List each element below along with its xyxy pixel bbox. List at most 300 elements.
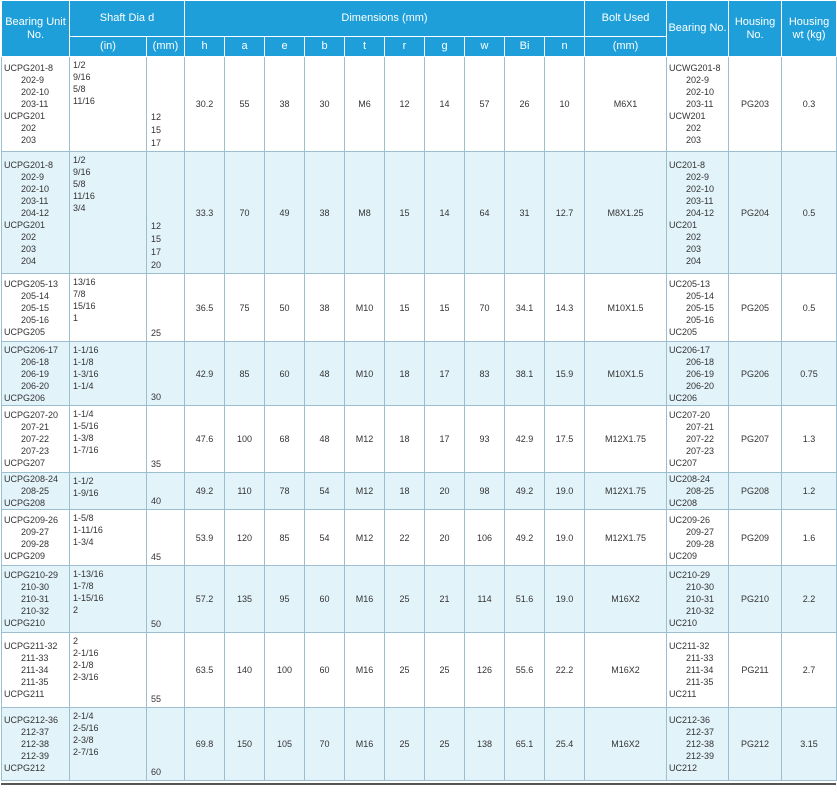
- bearing-unit-code: 204: [21, 255, 37, 266]
- shaft-inch-value: 13/16: [73, 277, 96, 287]
- shaft-inch-value: 7/8: [73, 289, 86, 299]
- dim-e-cell: 50: [265, 274, 305, 342]
- dim-b-cell: 60: [305, 633, 345, 708]
- table-row: [2, 473, 837, 510]
- bearing-no-code: 209-28: [686, 538, 715, 549]
- bearing-unit-code: 211-35: [21, 677, 49, 687]
- dim-b-cell: 48: [305, 342, 345, 406]
- shaft-inch-value: 1-3/8: [73, 433, 94, 443]
- dim-n-cell: 17.5: [545, 406, 585, 473]
- dim-g-cell: 25: [425, 708, 465, 781]
- dim-a-cell: 140: [225, 633, 265, 708]
- dim-n-cell: 25.4: [545, 708, 585, 781]
- bearing-unit-code: 202-10: [21, 183, 50, 194]
- shaft-inch-value: 1-7/16: [73, 445, 99, 455]
- dim-a-cell: 70: [225, 152, 265, 274]
- dim-t-cell: M8: [345, 152, 385, 274]
- dim-g-cell: 20: [425, 510, 465, 566]
- bearing-no-cell: [667, 406, 729, 473]
- table-header: [2, 1, 837, 57]
- dim-n-cell: 12.7: [545, 152, 585, 274]
- shaft-inch-cell: [70, 566, 147, 633]
- bearing-no-code: 206-19: [686, 368, 715, 379]
- bearing-unit-code: UCPG206: [4, 392, 46, 403]
- header-shaft-dia: Shaft Dia d: [70, 1, 185, 37]
- shaft-inch-cell: [70, 633, 147, 708]
- bearing-unit-code: 211-34: [21, 665, 49, 675]
- bearing-unit-code: UCPG212-36: [4, 715, 59, 725]
- bearing-unit-code: UCPG208: [4, 498, 46, 508]
- bearing-no-code: 202-10: [686, 87, 715, 97]
- bearing-no-cell: [667, 342, 729, 406]
- shaft-mm-cell: [147, 342, 185, 406]
- dim-e-cell: 100: [265, 633, 305, 708]
- bearing-unit-code: UCPG207: [4, 458, 46, 468]
- bearing-no-code: UC206-17: [669, 344, 711, 355]
- dim-bi-cell: 26: [505, 57, 545, 152]
- bearing-no-code: UC211-32: [669, 641, 710, 651]
- bolt-cell: M16X2: [585, 633, 667, 708]
- dim-bi-cell: 42.9: [505, 406, 545, 473]
- bearing-no-code: UCWG201-8: [669, 63, 721, 73]
- bearing-unit-code: UCPG205-13: [4, 278, 59, 289]
- shaft-mm-value: 60: [151, 767, 162, 777]
- bearing-no-code: UC208: [669, 498, 698, 508]
- bearing-no-code: UC211: [669, 689, 697, 699]
- header-dim-r: r: [385, 37, 425, 57]
- shaft-mm-cell: [147, 274, 185, 342]
- shaft-mm-value: 15: [151, 125, 162, 135]
- bearing-unit-code: UCPG212: [4, 763, 46, 773]
- bearing-no-code: 202: [686, 231, 702, 242]
- bearing-unit-cell: [2, 342, 70, 406]
- bolt-cell: M16X2: [585, 566, 667, 633]
- dim-e-cell: 105: [265, 708, 305, 781]
- housing-wt-cell: 0.5: [782, 152, 837, 274]
- dim-n-cell: 14.3: [545, 274, 585, 342]
- bearing-no-code: UC209: [669, 550, 698, 561]
- bearing-no-code: 205-15: [686, 302, 715, 313]
- dim-t-cell: M16: [345, 708, 385, 781]
- bearing-unit-code: UCPG201-8: [4, 63, 54, 73]
- header-dim-bi: Bi: [505, 37, 545, 57]
- bolt-cell: M8X1.25: [585, 152, 667, 274]
- bearing-unit-code: 210-31: [21, 594, 50, 604]
- dim-g-cell: 21: [425, 566, 465, 633]
- bearing-unit-code: 206-19: [21, 368, 50, 379]
- bearing-unit-code: UCPG210: [4, 618, 46, 628]
- shaft-inch-value: 5/8: [73, 84, 86, 94]
- header-housing-wt: Housing wt (kg): [782, 1, 837, 57]
- dim-a-cell: 120: [225, 510, 265, 566]
- bearing-no-code: 212-38: [686, 739, 715, 749]
- table-row: [2, 708, 837, 781]
- housing-wt-cell: 1.3: [782, 406, 837, 473]
- shaft-mm-cell: [147, 510, 185, 566]
- header-bearing-unit: Bearing Unit No.: [2, 1, 70, 57]
- bearing-no-code: 204: [686, 255, 702, 266]
- shaft-mm-value: 45: [151, 552, 162, 562]
- shaft-inch-value: 1-15/16: [73, 593, 104, 603]
- housing-wt-cell: 0.75: [782, 342, 837, 406]
- bearing-no-code: 211-35: [686, 677, 714, 687]
- bearing-no-code: 212-37: [686, 727, 715, 737]
- shaft-inch-value: 1-3/4: [73, 537, 94, 547]
- housing-no-cell: PG207: [729, 406, 782, 473]
- bearing-unit-code: 206-20: [21, 380, 50, 391]
- bearing-unit-code: 202-9: [21, 75, 45, 85]
- dim-w-cell: 64: [465, 152, 505, 274]
- header-dim-w: w: [465, 37, 505, 57]
- bearing-no-code: 210-30: [686, 582, 715, 592]
- dim-t-cell: M16: [345, 633, 385, 708]
- bearing-no-code: 203-11: [686, 195, 714, 206]
- dim-t-cell: M12: [345, 406, 385, 473]
- shaft-inch-value: 2-1/8: [73, 660, 94, 670]
- header-dim-t: t: [345, 37, 385, 57]
- table-row: [2, 57, 837, 152]
- dim-bi-cell: 65.1: [505, 708, 545, 781]
- shaft-mm-value: 12: [151, 221, 162, 231]
- dim-n-cell: 19.0: [545, 473, 585, 510]
- shaft-mm-value: 25: [151, 328, 162, 338]
- shaft-inch-value: 1-1/2: [73, 476, 94, 486]
- housing-wt-cell: 3.15: [782, 708, 837, 781]
- dim-h-cell: 30.2: [185, 57, 225, 152]
- bearing-no-code: 210-31: [686, 594, 715, 604]
- bearing-no-code: 207-22: [686, 434, 715, 444]
- shaft-mm-value: 12: [151, 112, 162, 122]
- bearing-no-code: UC212-36: [669, 715, 711, 725]
- table-row: [2, 633, 837, 708]
- bearing-unit-code: UCPG211-32: [4, 641, 58, 651]
- bearing-unit-code: 207-23: [21, 446, 50, 456]
- bolt-cell: M6X1: [585, 57, 667, 152]
- bearing-no-code: UC205: [669, 326, 698, 337]
- bearing-no-cell: [667, 274, 729, 342]
- dim-t-cell: M6: [345, 57, 385, 152]
- dim-t-cell: M12: [345, 510, 385, 566]
- shaft-inch-cell: [70, 342, 147, 406]
- dim-g-cell: 17: [425, 406, 465, 473]
- bearing-unit-cell: [2, 473, 70, 510]
- housing-wt-cell: 2.7: [782, 633, 837, 708]
- bolt-cell: M12X1.75: [585, 473, 667, 510]
- bearing-unit-code: 202-10: [21, 87, 50, 97]
- dim-h-cell: 63.5: [185, 633, 225, 708]
- shaft-inch-value: 5/8: [73, 179, 86, 189]
- bearing-unit-code: 202: [21, 231, 37, 242]
- shaft-inch-value: 1-1/8: [73, 357, 94, 367]
- bearing-unit-code: UCPG208-24: [4, 474, 59, 484]
- dim-a-cell: 100: [225, 406, 265, 473]
- header-bolt-unit: (mm): [585, 37, 667, 57]
- bearing-unit-code: 205-14: [21, 290, 50, 301]
- bearing-unit-code: 212-39: [21, 751, 50, 761]
- shaft-inch-value: 2-5/16: [73, 723, 99, 733]
- shaft-mm-cell: [147, 152, 185, 274]
- table-row: [2, 510, 837, 566]
- table-row: [2, 342, 837, 406]
- bearing-no-code: 202-10: [686, 183, 715, 194]
- bearing-unit-code: UCPG205: [4, 326, 46, 337]
- bearing-unit-code: 212-37: [21, 727, 50, 737]
- dim-t-cell: M10: [345, 342, 385, 406]
- dim-g-cell: 14: [425, 57, 465, 152]
- bearing-no-code: 206-18: [686, 356, 715, 367]
- bearing-unit-cell: [2, 274, 70, 342]
- bolt-cell: M12X1.75: [585, 510, 667, 566]
- dim-b-cell: 54: [305, 473, 345, 510]
- shaft-inch-value: 2-1/4: [73, 711, 94, 721]
- bearing-unit-cell: [2, 633, 70, 708]
- bearing-no-cell: [667, 57, 729, 152]
- dim-e-cell: 85: [265, 510, 305, 566]
- dim-b-cell: 54: [305, 510, 345, 566]
- bearing-unit-code: 202: [21, 123, 37, 133]
- shaft-inch-value: 11/16: [73, 191, 95, 201]
- header-dim-n: n: [545, 37, 585, 57]
- bearing-no-cell: [667, 152, 729, 274]
- bearing-unit-code: 207-22: [21, 434, 50, 444]
- shaft-inch-value: 1-1/4: [73, 381, 94, 391]
- dim-b-cell: 38: [305, 152, 345, 274]
- dim-h-cell: 42.9: [185, 342, 225, 406]
- dim-bi-cell: 49.2: [505, 510, 545, 566]
- housing-no-cell: PG211: [729, 633, 782, 708]
- dim-w-cell: 98: [465, 473, 505, 510]
- shaft-inch-value: 2: [73, 636, 79, 646]
- header-bolt-used: Bolt Used: [585, 1, 667, 37]
- shaft-mm-value: 35: [151, 459, 162, 469]
- shaft-inch-value: 1-11/16: [73, 525, 103, 535]
- dim-g-cell: 15: [425, 274, 465, 342]
- bearing-unit-cell: [2, 57, 70, 152]
- dim-w-cell: 70: [465, 274, 505, 342]
- bearing-unit-code: UCPG209: [4, 550, 46, 561]
- dim-b-cell: 60: [305, 566, 345, 633]
- bearing-no-code: 205-14: [686, 290, 715, 301]
- bearing-unit-code: 202-9: [21, 171, 45, 182]
- bearing-no-code: UC210: [669, 618, 698, 628]
- shaft-inch-value: 1-13/16: [73, 569, 104, 579]
- dim-r-cell: 25: [385, 708, 425, 781]
- dim-n-cell: 15.9: [545, 342, 585, 406]
- bolt-cell: M16X2: [585, 708, 667, 781]
- bearing-no-code: 212-39: [686, 751, 715, 761]
- header-bearing-no: Bearing No.: [667, 1, 729, 57]
- shaft-mm-cell: [147, 57, 185, 152]
- dim-e-cell: 68: [265, 406, 305, 473]
- bearing-no-cell: [667, 633, 729, 708]
- shaft-inch-value: 1-1/16: [73, 345, 99, 355]
- bearing-no-code: 208-25: [686, 486, 715, 496]
- shaft-mm-value: 17: [151, 247, 162, 257]
- bearing-unit-code: UCPG211: [4, 689, 45, 699]
- bearing-no-code: 211-33: [686, 653, 714, 663]
- bearing-spec-table: [1, 0, 837, 781]
- shaft-mm-value: 30: [151, 392, 162, 402]
- bearing-no-code: UCW201: [669, 111, 706, 121]
- bearing-no-cell: [667, 708, 729, 781]
- bearing-unit-cell: [2, 566, 70, 633]
- housing-wt-cell: 1.6: [782, 510, 837, 566]
- shaft-mm-value: 40: [151, 496, 162, 506]
- dim-bi-cell: 38.1: [505, 342, 545, 406]
- dim-b-cell: 70: [305, 708, 345, 781]
- header-dim-h: h: [185, 37, 225, 57]
- bolt-cell: M10X1.5: [585, 342, 667, 406]
- bearing-no-code: UC205-13: [669, 278, 711, 289]
- shaft-inch-value: 1/2: [73, 155, 86, 165]
- bearing-unit-code: 209-28: [21, 538, 50, 549]
- bearing-unit-code: 210-32: [21, 606, 50, 616]
- housing-no-cell: PG208: [729, 473, 782, 510]
- dim-r-cell: 15: [385, 152, 425, 274]
- bearing-no-code: 203: [686, 135, 702, 145]
- dim-h-cell: 49.2: [185, 473, 225, 510]
- header-dim-e: e: [265, 37, 305, 57]
- dim-h-cell: 53.9: [185, 510, 225, 566]
- header-dim-g: g: [425, 37, 465, 57]
- table-body: [2, 57, 837, 781]
- dim-a-cell: 55: [225, 57, 265, 152]
- header-shaft-in: (in): [70, 37, 147, 57]
- bearing-unit-code: UCPG206-17: [4, 344, 59, 355]
- bolt-cell: M10X1.5: [585, 274, 667, 342]
- dim-a-cell: 110: [225, 473, 265, 510]
- dim-w-cell: 93: [465, 406, 505, 473]
- shaft-mm-value: 55: [151, 694, 162, 704]
- shaft-mm-value: 15: [151, 234, 162, 244]
- dim-r-cell: 15: [385, 274, 425, 342]
- shaft-inch-value: 9/16: [73, 167, 91, 177]
- bearing-unit-code: UCPG201: [4, 111, 46, 121]
- dim-e-cell: 49: [265, 152, 305, 274]
- dim-a-cell: 150: [225, 708, 265, 781]
- shaft-inch-value: 11/16: [73, 96, 95, 106]
- shaft-inch-cell: [70, 57, 147, 152]
- bearing-no-code: UC201: [669, 219, 698, 230]
- dim-n-cell: 10: [545, 57, 585, 152]
- header-dim-a: a: [225, 37, 265, 57]
- header-housing-no: Housing No.: [729, 1, 782, 57]
- bearing-unit-code: UCPG207-20: [4, 410, 59, 420]
- bearing-unit-code: 205-16: [21, 314, 50, 325]
- dim-g-cell: 25: [425, 633, 465, 708]
- bearing-unit-code: 203-11: [21, 195, 49, 206]
- housing-wt-cell: 0.3: [782, 57, 837, 152]
- table-row: [2, 274, 837, 342]
- shaft-inch-cell: [70, 510, 147, 566]
- housing-no-cell: PG206: [729, 342, 782, 406]
- bearing-unit-code: 208-25: [21, 486, 50, 496]
- dim-b-cell: 48: [305, 406, 345, 473]
- bearing-no-cell: [667, 566, 729, 633]
- bearing-unit-code: 207-21: [21, 422, 50, 432]
- bearing-no-code: 202: [686, 123, 702, 133]
- dim-h-cell: 47.6: [185, 406, 225, 473]
- shaft-mm-cell: [147, 708, 185, 781]
- housing-no-cell: PG212: [729, 708, 782, 781]
- bearing-no-code: 211-34: [686, 665, 714, 675]
- bearing-unit-code: 204-12: [21, 207, 50, 218]
- bearing-no-code: UC208-24: [669, 474, 711, 484]
- bearing-unit-code: 203-11: [21, 99, 49, 109]
- shaft-inch-value: 15/16: [73, 301, 96, 311]
- bearing-unit-cell: [2, 152, 70, 274]
- bearing-unit-cell: [2, 510, 70, 566]
- housing-no-cell: PG205: [729, 274, 782, 342]
- dim-bi-cell: 34.1: [505, 274, 545, 342]
- bearing-no-code: UC207-20: [669, 410, 711, 420]
- dim-w-cell: 138: [465, 708, 505, 781]
- dim-bi-cell: 55.6: [505, 633, 545, 708]
- dim-t-cell: M16: [345, 566, 385, 633]
- housing-no-cell: PG210: [729, 566, 782, 633]
- bearing-no-code: UC201-8: [669, 159, 706, 170]
- shaft-mm-cell: [147, 406, 185, 473]
- bearing-no-code: 207-21: [686, 422, 715, 432]
- bearing-no-code: 209-27: [686, 526, 715, 537]
- dim-e-cell: 78: [265, 473, 305, 510]
- dim-t-cell: M10: [345, 274, 385, 342]
- bearing-no-code: 204-12: [686, 207, 715, 218]
- shaft-inch-value: 1-3/16: [73, 369, 99, 379]
- shaft-inch-value: 1-5/8: [73, 513, 94, 523]
- dim-r-cell: 18: [385, 473, 425, 510]
- bearing-no-code: 205-16: [686, 314, 715, 325]
- housing-wt-cell: 2.2: [782, 566, 837, 633]
- dim-w-cell: 83: [465, 342, 505, 406]
- shaft-mm-value: 20: [151, 260, 162, 270]
- dim-g-cell: 20: [425, 473, 465, 510]
- shaft-mm-cell: [147, 566, 185, 633]
- shaft-inch-value: 2-1/16: [73, 648, 99, 658]
- bearing-no-code: 203: [686, 243, 702, 254]
- dim-w-cell: 106: [465, 510, 505, 566]
- shaft-inch-value: 3/4: [73, 203, 86, 213]
- shaft-mm-value: 50: [151, 619, 162, 629]
- dim-t-cell: M12: [345, 473, 385, 510]
- dim-h-cell: 36.5: [185, 274, 225, 342]
- bearing-no-code: 210-32: [686, 606, 715, 616]
- dim-r-cell: 12: [385, 57, 425, 152]
- bolt-cell: M12X1.75: [585, 406, 667, 473]
- table-row: [2, 566, 837, 633]
- bearing-unit-cell: [2, 406, 70, 473]
- bearing-no-code: UC206: [669, 392, 698, 403]
- bearing-no-code: 203-11: [686, 99, 714, 109]
- bearing-unit-code: UCPG201-8: [4, 159, 54, 170]
- housing-wt-cell: 0.5: [782, 274, 837, 342]
- bearing-unit-code: 205-15: [21, 302, 50, 313]
- dim-n-cell: 19.0: [545, 510, 585, 566]
- header-shaft-mm: (mm): [147, 37, 185, 57]
- shaft-mm-cell: [147, 633, 185, 708]
- shaft-inch-value: 1-1/4: [73, 409, 94, 419]
- dim-r-cell: 25: [385, 633, 425, 708]
- header-dimensions: Dimensions (mm): [185, 1, 585, 37]
- shaft-inch-cell: [70, 406, 147, 473]
- dim-h-cell: 57.2: [185, 566, 225, 633]
- bearing-unit-code: UCPG209-26: [4, 514, 59, 525]
- shaft-mm-cell: [147, 473, 185, 510]
- dim-e-cell: 95: [265, 566, 305, 633]
- bearing-unit-code: UCPG201: [4, 219, 46, 230]
- bearing-unit-code: 206-18: [21, 356, 50, 367]
- dim-a-cell: 75: [225, 274, 265, 342]
